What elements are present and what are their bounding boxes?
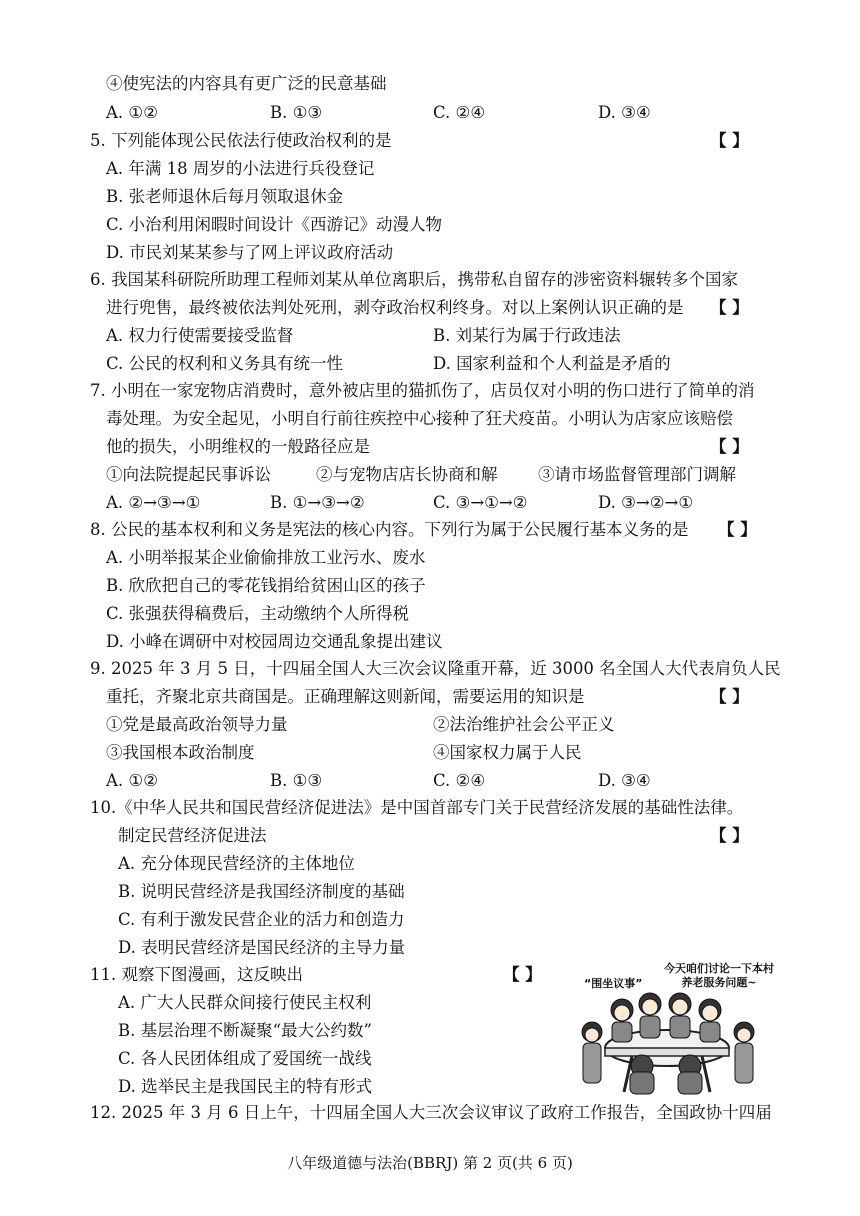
text-line-q5-b: B. 张老师退休后每月领取退休金 (106, 187, 344, 206)
text-line-q6-stem2: 进行兜售，最终被依法判处死刑，剥夺政治权利终身。对以上案例认识正确的是 (106, 298, 684, 317)
text-line-q10-a: A. 充分体现民营经济的主体地位 (118, 854, 355, 873)
text-line-q5-d: D. 市民刘某某参与了网上评议政府活动 (106, 243, 394, 262)
text-line-q11-c: C. 各人民团体组成了爱国统一战线 (118, 1049, 372, 1068)
text-line-q12-stem1: 12. 2025 年 3 月 6 日上午，十四届全国人大三次会议审议了政府工作报告，全国政协十四届 (90, 1103, 772, 1122)
text-line-q7-stem1: 7. 小明在一家宠物店消费时，意外被店里的猫抓伤了，店员仅对小明的伤口进行了简单的消 (90, 381, 755, 400)
answer-bracket-q6-bracket[interactable]: 【 】 (710, 298, 749, 317)
text-line-q8-d: D. 小峰在调研中对校园周边交通乱象提出建议 (106, 632, 443, 651)
text-line-q8-b: B. 欣欣把自己的零花钱捐给贫困山区的孩子 (106, 576, 426, 595)
text-line-q10-stem1: 10.《中华人民共和国民营经济促进法》是中国首部专门关于民营经济发展的基础性法律。 (90, 798, 744, 817)
text-line-q7-c: C. ③→①→② (433, 493, 528, 512)
text-line-q7-opt2: ②与宠物店店长协商和解 (316, 465, 498, 484)
text-line-q10-stem2: 制定民营经济促进法 (118, 826, 267, 845)
text-line-q9-opt3: ③我国根本政治制度 (106, 743, 255, 762)
text-line-q7-a: A. ②→③→① (106, 493, 201, 512)
text-line-q9-opt1: ①党是最高政治领导力量 (106, 715, 288, 734)
text-line-q11-d: D. 选举民主是我国民主的特有形式 (118, 1077, 373, 1096)
text-line-q6-b: B. 刘某行为属于行政违法 (433, 326, 621, 345)
answer-bracket-q11-bracket[interactable]: 【 】 (503, 965, 542, 984)
text-line-q9-b: B. ①③ (270, 771, 323, 790)
page-footer: 八年级道德与法治(BBRJ) 第 2 页(共 6 页) (287, 1154, 573, 1172)
answer-bracket-q5-bracket[interactable]: 【 】 (710, 131, 749, 150)
text-line-q7-b: B. ①→③→② (270, 493, 365, 512)
text-line-q4-opt4: ④使宪法的内容具有更广泛的民意基础 (106, 74, 387, 93)
text-line-q9-stem1: 9. 2025 年 3 月 5 日，十四届全国人大三次会议隆重开幕，近 3000 名全国人大代表肩负人民 (90, 659, 781, 678)
text-line-q6-a: A. 权力行使需要接受监督 (106, 326, 294, 345)
text-line-q8-stem: 8. 公民的基本权利和义务是宪法的核心内容。下列行为属于公民履行基本义务的是 (90, 520, 689, 539)
text-line-q11-a: A. 广大人民群众间接行使民主权利 (118, 993, 372, 1012)
text-line-q7-opt1: ①向法院提起民事诉讼 (106, 465, 271, 484)
text-line-q10-b: B. 说明民营经济是我国经济制度的基础 (118, 882, 405, 901)
answer-bracket-q10-bracket[interactable]: 【 】 (710, 826, 749, 845)
text-line-q9-a: A. ①② (106, 771, 158, 790)
text-line-q7-stem2: 毒处理。为安全起见，小明自行前往疾控中心接种了狂犬疫苗。小明认为店家应该赔偿 (106, 409, 733, 428)
text-line-q6-c: C. 公民的权利和义务具有统一性 (106, 354, 344, 373)
text-line-q9-c: C. ②④ (433, 771, 486, 790)
text-line-q9-stem2: 重托，齐聚北京共商国是。正确理解这则新闻，需要运用的知识是 (106, 687, 585, 706)
text-line-q11-b: B. 基层治理不断凝聚“最大公约数” (118, 1021, 372, 1040)
text-line-q5-a: A. 年满 18 周岁的小法进行兵役登记 (106, 159, 375, 178)
cartoon-speech-bubble: 今天咱们讨论一下本村养老服务问题~ (664, 962, 774, 989)
text-line-q10-c: C. 有利于激发民营企业的活力和创造力 (118, 910, 405, 929)
text-line-q5-stem: 5. 下列能体现公民依法行使政治权利的是 (90, 131, 392, 150)
text-line-q4-d: D. ③④ (598, 103, 651, 122)
text-line-q10-d: D. 表明民营经济是国民经济的主导力量 (118, 938, 406, 957)
text-line-q7-d: D. ③→②→① (598, 493, 694, 512)
text-line-q7-stem3: 他的损失，小明维权的一般路径应是 (106, 437, 370, 456)
text-line-q9-opt4: ④国家权力属于人民 (433, 743, 582, 762)
text-line-q4-b: B. ①③ (270, 103, 323, 122)
answer-bracket-q7-bracket[interactable]: 【 】 (710, 437, 749, 456)
text-line-q9-opt2: ②法治维护社会公平正义 (433, 715, 615, 734)
text-line-q9-d: D. ③④ (598, 771, 651, 790)
text-line-q4-a: A. ①② (106, 103, 158, 122)
text-line-q6-d: D. 国家利益和个人利益是矛盾的 (433, 354, 671, 373)
answer-bracket-q9-bracket[interactable]: 【 】 (710, 687, 749, 706)
text-line-q6-stem1: 6. 我国某科研院所助理工程师刘某从单位离职后，携带私自留存的涉密资料辗转多个国家 (90, 270, 738, 289)
cartoon-caption-left: “围坐议事” (584, 977, 643, 990)
text-line-q8-a: A. 小明举报某企业偷偷排放工业污水、废水 (106, 548, 426, 567)
text-line-q11-stem: 11. 观察下图漫画，这反映出 (90, 965, 303, 984)
text-line-q5-c: C. 小治利用闲暇时间设计《西游记》动漫人物 (106, 215, 443, 234)
text-line-q4-c: C. ②④ (433, 103, 486, 122)
text-line-q7-opt3: ③请市场监督管理部门调解 (538, 465, 736, 484)
answer-bracket-q8-bracket[interactable]: 【 】 (718, 520, 757, 539)
text-line-q8-c: C. 张强获得稿费后，主动缴纳个人所得税 (106, 604, 410, 623)
